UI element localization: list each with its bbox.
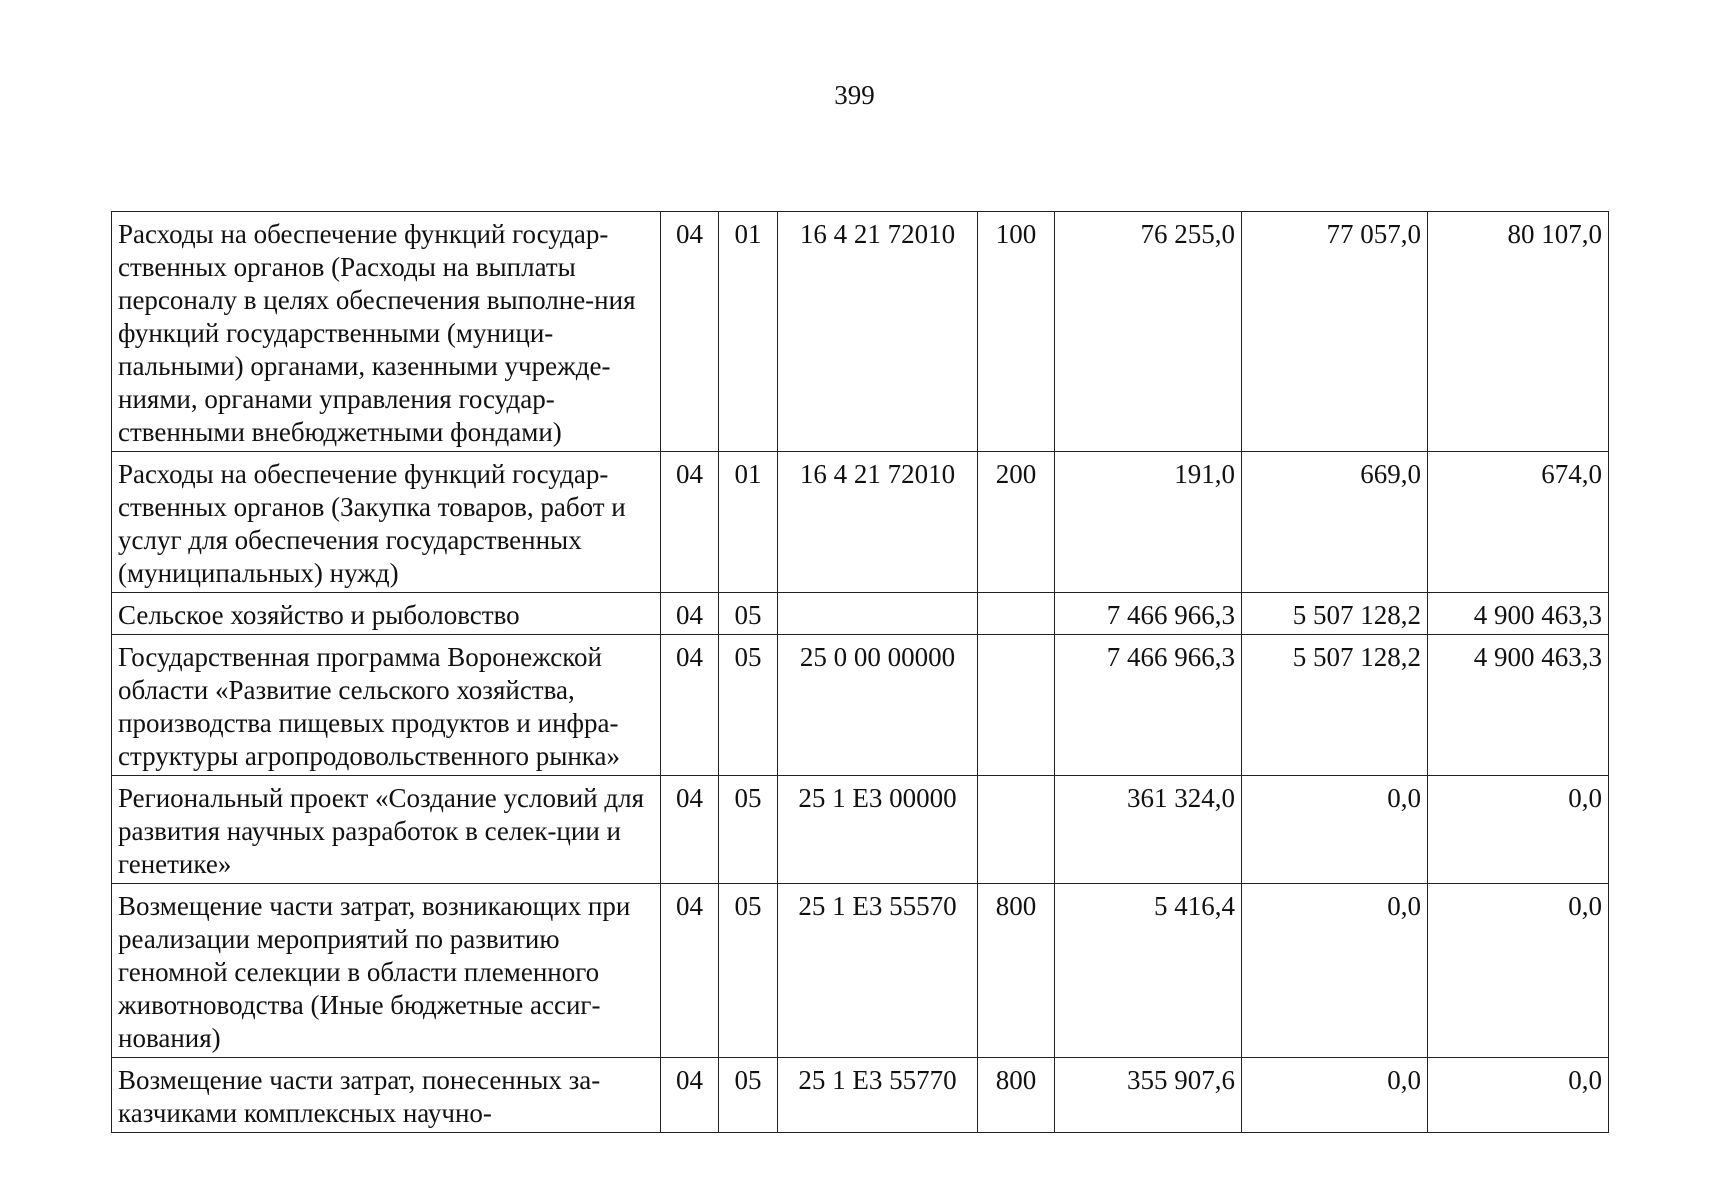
row-section-code: 04 (661, 452, 719, 593)
row-name: Сельское хозяйство и рыболовство (112, 593, 661, 635)
row-target-article: 16 4 21 72010 (778, 212, 978, 452)
row-section-code: 04 (661, 776, 719, 884)
row-expense-type: 200 (978, 452, 1055, 593)
budget-table (111, 211, 1609, 1133)
row-amount-1: 7 466 966,3 (1055, 593, 1242, 635)
row-target-article: 25 1 Е3 55570 (778, 884, 978, 1058)
row-amount-3: 674,0 (1428, 452, 1609, 593)
row-subsection-code: 05 (719, 884, 778, 1058)
row-name: Расходы на обеспечение функций государ-ственных органов (Закупка товаров, работ и услуг для обеспечения государственных (муниципальных) нужд) (112, 452, 661, 593)
row-subsection-code: 01 (719, 212, 778, 452)
row-section-code: 04 (661, 884, 719, 1058)
row-amount-1: 361 324,0 (1055, 776, 1242, 884)
row-amount-3: 80 107,0 (1428, 212, 1609, 452)
row-amount-2: 0,0 (1242, 1058, 1428, 1133)
row-subsection-code: 05 (719, 635, 778, 776)
row-amount-1: 191,0 (1055, 452, 1242, 593)
row-amount-1: 7 466 966,3 (1055, 635, 1242, 776)
row-amount-3: 0,0 (1428, 884, 1609, 1058)
row-expense-type: 800 (978, 884, 1055, 1058)
row-amount-1: 355 907,6 (1055, 1058, 1242, 1133)
row-amount-3: 4 900 463,3 (1428, 635, 1609, 776)
row-expense-type (978, 776, 1055, 884)
row-name: Возмещение части затрат, возникающих при реализации мероприятий по развитию геномной селекции в области племенного животноводства (Иные бюджетные ассиг-нования) (112, 884, 661, 1058)
row-target-article (778, 593, 978, 635)
row-amount-2: 77 057,0 (1242, 212, 1428, 452)
row-target-article: 25 1 Е3 55770 (778, 1058, 978, 1133)
row-name: Возмещение части затрат, понесенных за-казчиками комплексных научно- (112, 1058, 661, 1133)
row-subsection-code: 05 (719, 776, 778, 884)
row-section-code: 04 (661, 593, 719, 635)
table-row (112, 1058, 1609, 1133)
table-row (112, 884, 1609, 1058)
row-amount-2: 5 507 128,2 (1242, 593, 1428, 635)
table-row (112, 452, 1609, 593)
page-number: 399 (834, 80, 875, 110)
row-subsection-code: 05 (719, 593, 778, 635)
row-amount-2: 0,0 (1242, 776, 1428, 884)
row-expense-type (978, 635, 1055, 776)
row-amount-1: 5 416,4 (1055, 884, 1242, 1058)
table-row (112, 776, 1609, 884)
row-name: Региональный проект «Создание условий для развития научных разработок в селек-ции и генетике» (112, 776, 661, 884)
row-target-article: 25 1 Е3 00000 (778, 776, 978, 884)
row-amount-2: 669,0 (1242, 452, 1428, 593)
row-amount-3: 4 900 463,3 (1428, 593, 1609, 635)
row-expense-type (978, 593, 1055, 635)
row-name: Государственная программа Воронежской области «Развитие сельского хозяйства, производства пищевых продуктов и инфра-структуры агропродовольственного рынка» (112, 635, 661, 776)
row-amount-2: 5 507 128,2 (1242, 635, 1428, 776)
table-row (112, 212, 1609, 452)
row-subsection-code: 01 (719, 452, 778, 593)
row-amount-1: 76 255,0 (1055, 212, 1242, 452)
row-subsection-code: 05 (719, 1058, 778, 1133)
row-section-code: 04 (661, 635, 719, 776)
row-section-code: 04 (661, 1058, 719, 1133)
table-row (112, 593, 1609, 635)
row-amount-2: 0,0 (1242, 884, 1428, 1058)
row-expense-type: 800 (978, 1058, 1055, 1133)
row-expense-type: 100 (978, 212, 1055, 452)
row-target-article: 25 0 00 00000 (778, 635, 978, 776)
row-section-code: 04 (661, 212, 719, 452)
row-target-article: 16 4 21 72010 (778, 452, 978, 593)
row-amount-3: 0,0 (1428, 776, 1609, 884)
row-amount-3: 0,0 (1428, 1058, 1609, 1133)
row-name: Расходы на обеспечение функций государ-ственных органов (Расходы на выплаты персоналу в целях обеспечения выполне-ния функций государственными (муници-пальными) органами, казенными учрежде-ниями, органами управления государ-ственными внебюджетными фондами) (112, 212, 661, 452)
table-row (112, 635, 1609, 776)
